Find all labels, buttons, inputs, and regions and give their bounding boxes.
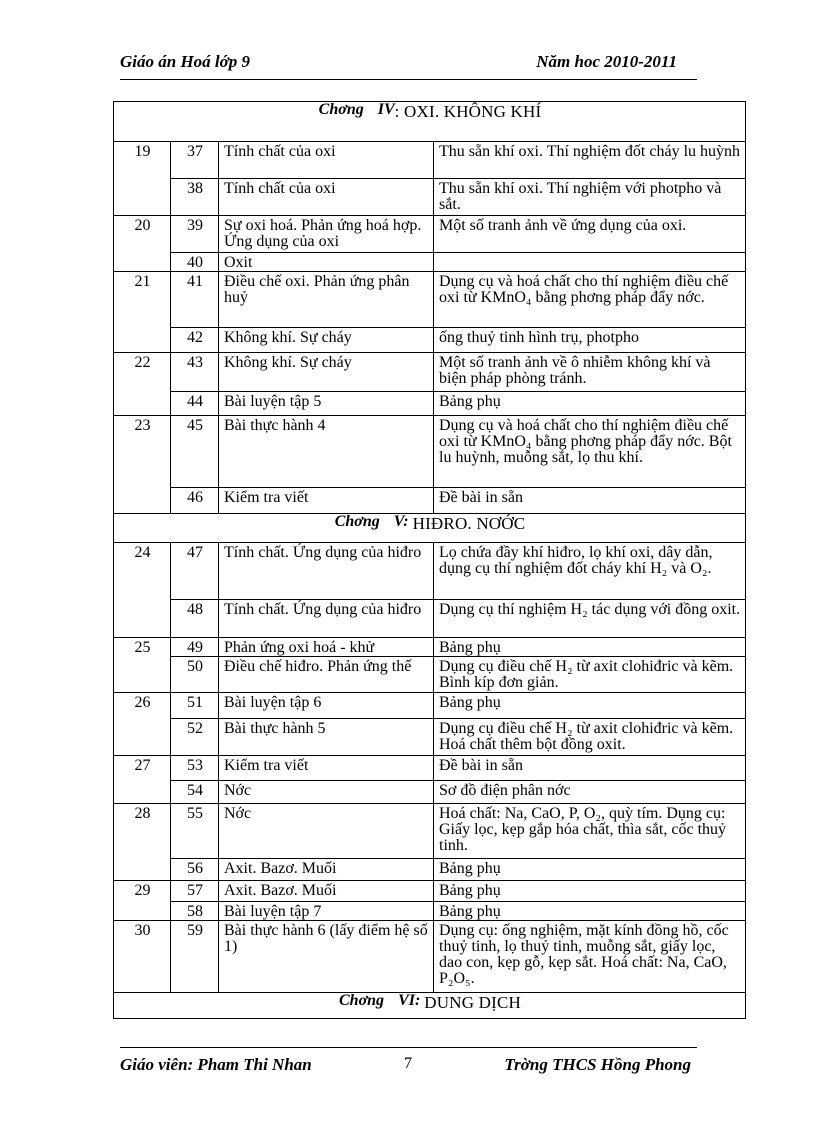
lesson-cell: 41 (171, 272, 219, 328)
title-cell: Tính chất. Ứng dụng của hiđro (219, 543, 434, 600)
title-cell: Bài luyện tập 5 (219, 392, 434, 416)
table-row (114, 804, 746, 859)
lesson-cell: 56 (171, 859, 219, 881)
table-row (114, 781, 746, 804)
table-row (114, 719, 746, 756)
lesson-cell: 46 (171, 488, 219, 514)
equipment-cell: Bảng phụ (434, 902, 746, 921)
lesson-cell: 40 (171, 253, 219, 272)
lesson-cell: 57 (171, 881, 219, 902)
page-number: 7 (404, 1055, 412, 1072)
week-cell: 20 (114, 216, 171, 272)
week-cell: 24 (114, 543, 171, 638)
equipment-cell: Bảng phụ (434, 392, 746, 416)
table-row (114, 179, 746, 216)
page-header (120, 52, 697, 78)
footer-rule (120, 1047, 697, 1048)
lesson-cell: 43 (171, 353, 219, 392)
title-cell: Bài thực hành 4 (219, 416, 434, 488)
equipment-cell: Lọ chứa đầy khí hiđro, lọ khí oxi, dây dẫn, dụng cụ thí nghiệm đốt cháy khí H₂ và O₂. (434, 543, 746, 600)
lesson-cell: 55 (171, 804, 219, 859)
equipment-cell: Thu sẵn khí oxi. Thí nghiệm với photpho và sắt. (434, 179, 746, 216)
title-cell: Điều chế hiđro. Phản ứng thế (219, 657, 434, 693)
week-cell: 26 (114, 693, 171, 756)
page-footer (120, 1047, 697, 1077)
equipment-cell: Bảng phụ (434, 881, 746, 902)
table-row (114, 543, 746, 600)
equipment-cell: Dụng cụ thí nghiệm H₂ tác dụng với đồng oxit. (434, 600, 746, 638)
equipment-cell: Bảng phụ (434, 859, 746, 881)
week-cell: 19 (114, 142, 171, 216)
title-cell: Kiểm tra viết (219, 756, 434, 781)
table-row (114, 328, 746, 353)
week-cell: 23 (114, 416, 171, 514)
table-row (114, 272, 746, 328)
lesson-plan-table (113, 101, 746, 1019)
lesson-cell: 47 (171, 543, 219, 600)
table-row (114, 756, 746, 781)
lesson-cell: 48 (171, 600, 219, 638)
equipment-cell: ống thuỷ tinh hình trụ, photpho (434, 328, 746, 353)
table-row (114, 353, 746, 392)
title-cell: Axit. Bazơ. Muối (219, 881, 434, 902)
title-cell: Không khí. Sự cháy (219, 353, 434, 392)
table-row (114, 416, 746, 488)
equipment-cell: Dụng cụ: ống nghiệm, mặt kính đồng hồ, cốc thuỷ tinh, lọ thuỷ tinh, muỗng sắt, giấy lọc, dao con, kẹp gỗ, kẹp sắt. Hoá chất: Na, CaO, P₂O₅. (434, 921, 746, 993)
title-cell: Bài luyện tập 7 (219, 902, 434, 921)
header-rule (120, 79, 697, 80)
lesson-cell: 37 (171, 142, 219, 179)
lesson-cell: 39 (171, 216, 219, 253)
equipment-cell: Đề bài in sẵn (434, 756, 746, 781)
lesson-cell: 54 (171, 781, 219, 804)
table-row (114, 902, 746, 921)
title-cell: Điều chế oxi. Phản ứng phân huỷ (219, 272, 434, 328)
lesson-cell: 45 (171, 416, 219, 488)
title-cell: Kiểm tra viết (219, 488, 434, 514)
table-row (114, 881, 746, 902)
chapter-row (114, 993, 746, 1019)
title-cell: Nớc (219, 804, 434, 859)
equipment-cell: Bảng phụ (434, 638, 746, 657)
equipment-cell: Hoá chất: Na, CaO, P, O₂, quỳ tím. Dụng cụ: Giấy lọc, kẹp gắp hóa chất, thìa sắt, cốc thuỷ tinh. (434, 804, 746, 859)
table-row (114, 921, 746, 993)
lesson-cell: 53 (171, 756, 219, 781)
week-cell: 27 (114, 756, 171, 804)
footer-teacher: Giáo viên: Pham Thi Nhan (120, 1055, 312, 1074)
equipment-cell: Dụng cụ và hoá chất cho thí nghiệm điều chế oxi từ KMnO₄ bằng phơng pháp đẩy nớc. (434, 272, 746, 328)
week-cell: 21 (114, 272, 171, 353)
lesson-cell: 49 (171, 638, 219, 657)
title-cell: Phản ứng oxi hoá - khử (219, 638, 434, 657)
table-row (114, 392, 746, 416)
title-cell: Axit. Bazơ. Muối (219, 859, 434, 881)
equipment-cell: Dụng cụ và hoá chất cho thí nghiệm điều chế oxi từ KMnO₄ bằng phơng pháp đẩy nớc. Bột lu huỳnh, muỗng sắt, lọ thu khí. (434, 416, 746, 488)
lesson-cell: 38 (171, 179, 219, 216)
table-row (114, 693, 746, 719)
lesson-cell: 50 (171, 657, 219, 693)
equipment-cell: Dụng cụ điều chế H₂ từ axit clohiđric và kẽm. Hoá chất thêm bột đồng oxit. (434, 719, 746, 756)
title-cell: Oxit (219, 253, 434, 272)
week-cell: 29 (114, 881, 171, 921)
title-cell: Tính chất. Ứng dụng của hiđro (219, 600, 434, 638)
title-cell: Bài thực hành 6 (lấy điểm hệ số 1) (219, 921, 434, 993)
table-row (114, 638, 746, 657)
equipment-cell: Một số tranh ảnh về ô nhiễm không khí và biện pháp phòng tránh. (434, 353, 746, 392)
title-cell: Tính chất của oxi (219, 142, 434, 179)
table-row (114, 488, 746, 514)
title-cell: Nớc (219, 781, 434, 804)
title-cell: Sự oxi hoá. Phản ứng hoá hợp. Ứng dụng của oxi (219, 216, 434, 253)
chapter-heading: Chơng VI: DUNG DỊCH (114, 993, 746, 1019)
header-school-year: Năm hoc 2010-2011 (536, 52, 677, 71)
equipment-cell: Đề bài in sẵn (434, 488, 746, 514)
equipment-cell: Sơ đồ điện phân nớc (434, 781, 746, 804)
lesson-cell: 51 (171, 693, 219, 719)
lesson-cell: 59 (171, 921, 219, 993)
chapter-heading: Chơng IV: OXI. KHÔNG KHÍ (114, 102, 746, 142)
lesson-cell: 58 (171, 902, 219, 921)
header-subject: Giáo án Hoá lớp 9 (120, 52, 251, 71)
table-row (114, 253, 746, 272)
chapter-heading: Chơng V: HIĐRO. NƠỚC (114, 514, 746, 543)
chapter-row (114, 102, 746, 142)
table-row (114, 216, 746, 253)
week-cell: 30 (114, 921, 171, 993)
lesson-cell: 52 (171, 719, 219, 756)
week-cell: 22 (114, 353, 171, 416)
lesson-cell: 42 (171, 328, 219, 353)
equipment-cell (434, 253, 746, 272)
table-row (114, 142, 746, 179)
title-cell: Tính chất của oxi (219, 179, 434, 216)
week-cell: 28 (114, 804, 171, 881)
week-cell: 25 (114, 638, 171, 693)
equipment-cell: Dụng cụ điều chế H₂ từ axit clohiđric và kẽm. Bình kíp đơn giản. (434, 657, 746, 693)
equipment-cell: Bảng phụ (434, 693, 746, 719)
equipment-cell: Một số tranh ảnh về ứng dụng của oxi. (434, 216, 746, 253)
chapter-row (114, 514, 746, 543)
title-cell: Bài thực hành 5 (219, 719, 434, 756)
equipment-cell: Thu sẵn khí oxi. Thí nghiệm đốt cháy lu huỳnh (434, 142, 746, 179)
lesson-cell: 44 (171, 392, 219, 416)
title-cell: Bài luyện tập 6 (219, 693, 434, 719)
table-row (114, 600, 746, 638)
table-row (114, 657, 746, 693)
title-cell: Không khí. Sự cháy (219, 328, 434, 353)
footer-school: Trờng THCS Hồng Phong (504, 1055, 691, 1074)
table-row (114, 859, 746, 881)
